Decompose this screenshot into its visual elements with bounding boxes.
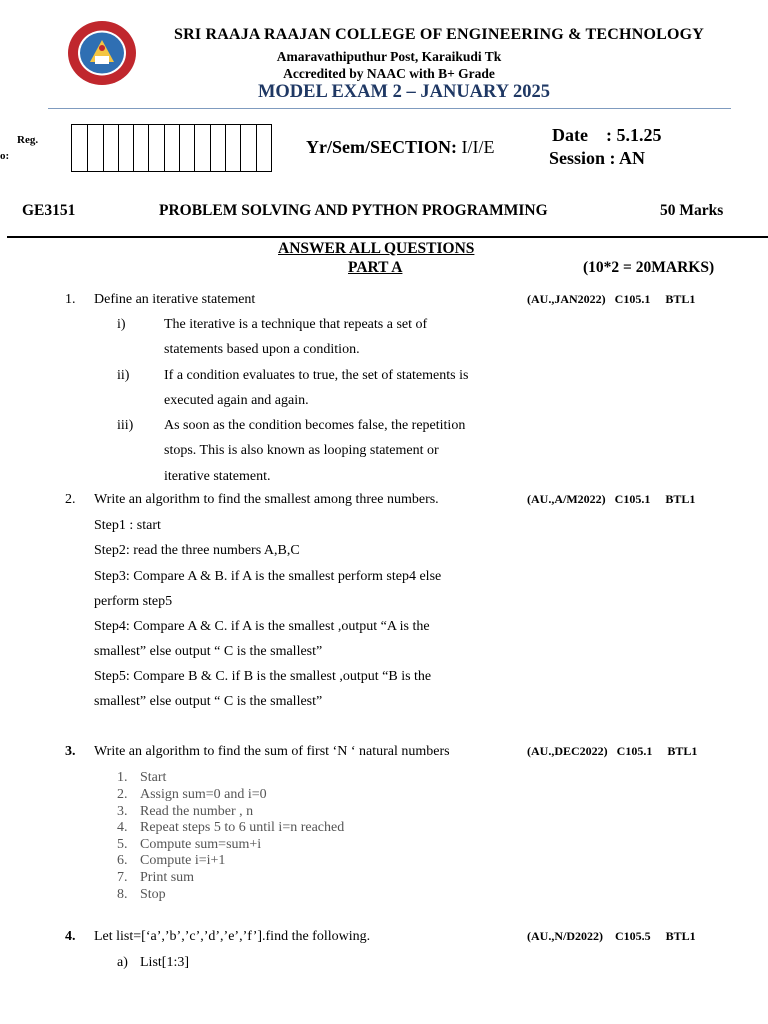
step-text: Repeat steps 5 to 6 until i=n reached	[140, 820, 345, 835]
point-label: ii)	[117, 368, 130, 383]
answer-line: perform step5	[94, 594, 173, 609]
question-number: 3.	[65, 744, 76, 759]
step-text: Assign sum=0 and i=0	[140, 787, 267, 802]
answer-line: smallest” else output “ C is the smallest”	[94, 694, 323, 709]
point-line: The iterative is a technique that repeats a set of	[164, 317, 428, 332]
step-text: Compute sum=sum+i	[140, 837, 262, 852]
reg-label-cut: o:	[0, 150, 10, 162]
point-label: iii)	[117, 418, 134, 433]
answer-line: Step3: Compare A & B. if A is the smallest perform step4 else	[94, 569, 442, 584]
reg-digit-box[interactable]	[103, 125, 118, 171]
step-text: Compute i=i+1	[140, 853, 226, 868]
exam-date: Date : 5.1.25	[552, 125, 662, 145]
question-text: Write an algorithm to find the smallest among three numbers.	[94, 492, 439, 507]
yr-sem-section	[306, 137, 495, 158]
total-marks: 50 Marks	[660, 202, 724, 219]
point-line: As soon as the condition becomes false, the repetition	[164, 418, 466, 433]
sub-question-text: List[1:3]	[140, 955, 189, 970]
reg-digit-box[interactable]	[194, 125, 209, 171]
question-meta: (AU.,N/D2022) C105.5 BTL1	[527, 929, 696, 943]
exam-session: Session : AN	[549, 148, 646, 168]
question-meta: (AU.,DEC2022) C105.1 BTL1	[527, 744, 698, 758]
point-line: executed again and again.	[164, 393, 309, 408]
point-line: If a condition evaluates to true, the set of statements is	[164, 368, 469, 383]
step-text: Stop	[140, 887, 166, 902]
point-line: statements based upon a condition.	[164, 342, 360, 357]
question-meta: (AU.,JAN2022) C105.1 BTL1	[527, 292, 696, 306]
point-label: i)	[117, 317, 126, 332]
answer-line: Step2: read the three numbers A,B,C	[94, 543, 300, 558]
answer-line: Step5: Compare B & C. if B is the smallest ,output “B is the	[94, 669, 432, 684]
reg-label: Reg.	[17, 134, 39, 146]
step-number: 8.	[117, 887, 128, 902]
part-heading: PART A	[348, 259, 403, 276]
reg-digit-box[interactable]	[225, 125, 240, 171]
reg-digit-box[interactable]	[118, 125, 133, 171]
question-text: Define an iterative statement	[94, 292, 256, 307]
step-number: 7.	[117, 870, 128, 885]
answer-line: smallest” else output “ C is the smallest”	[94, 644, 323, 659]
step-number: 2.	[117, 787, 128, 802]
reg-digit-box[interactable]	[164, 125, 179, 171]
yr-sem-label: Yr/Sem/SECTION:	[306, 137, 458, 157]
answer-line: Step4: Compare A & C. if A is the smallest ,output “A is the	[94, 619, 430, 634]
step-text: Read the number , n	[140, 804, 254, 819]
reg-digit-box[interactable]	[72, 125, 87, 171]
question-number: 4.	[65, 929, 76, 944]
reg-number-boxes[interactable]	[71, 124, 272, 172]
reg-digit-box[interactable]	[240, 125, 255, 171]
question-number: 2.	[65, 492, 76, 507]
question-number: 1.	[65, 292, 76, 307]
course-name: PROBLEM SOLVING AND PYTHON PROGRAMMING	[159, 202, 548, 219]
point-line: iterative statement.	[164, 469, 271, 484]
step-number: 4.	[117, 820, 128, 835]
reg-digit-box[interactable]	[256, 125, 271, 171]
question-text: Let list=[‘a’,’b’,’c’,’d’,’e’,’f’].find the following.	[94, 929, 371, 944]
step-number: 1.	[117, 770, 128, 785]
part-marks: (10*2 = 20MARKS)	[583, 259, 715, 276]
course-divider	[7, 236, 768, 238]
reg-digit-box[interactable]	[210, 125, 225, 171]
reg-digit-box[interactable]	[87, 125, 102, 171]
course-code: GE3151	[22, 202, 76, 219]
header-divider	[48, 108, 731, 109]
step-number: 5.	[117, 837, 128, 852]
step-number: 3.	[117, 804, 128, 819]
point-line: stops. This is also known as looping statement or	[164, 443, 439, 458]
step-text: Print sum	[140, 870, 195, 885]
question-text: Write an algorithm to find the sum of first ‘N ‘ natural numbers	[94, 744, 450, 759]
accreditation: Accredited by NAAC with B+ Grade	[283, 66, 495, 81]
college-name: SRI RAAJA RAAJAN COLLEGE OF ENGINEERING & TECHNOLOGY	[173, 26, 705, 43]
step-number: 6.	[117, 853, 128, 868]
exam-title: MODEL EXAM 2 – JANUARY 2025	[257, 82, 551, 102]
college-address: Amaravathiputhur Post, Karaikudi Tk	[276, 49, 502, 64]
yr-sem-value: I/I/E	[457, 137, 495, 157]
step-text: Start	[140, 770, 167, 785]
sub-question-label: a)	[117, 955, 128, 970]
reg-digit-box[interactable]	[133, 125, 148, 171]
instruction-heading: ANSWER ALL QUESTIONS	[278, 240, 475, 257]
reg-digit-box[interactable]	[179, 125, 194, 171]
reg-digit-box[interactable]	[148, 125, 163, 171]
answer-line: Step1 : start	[94, 518, 161, 533]
question-meta: (AU.,A/M2022) C105.1 BTL1	[527, 492, 696, 506]
